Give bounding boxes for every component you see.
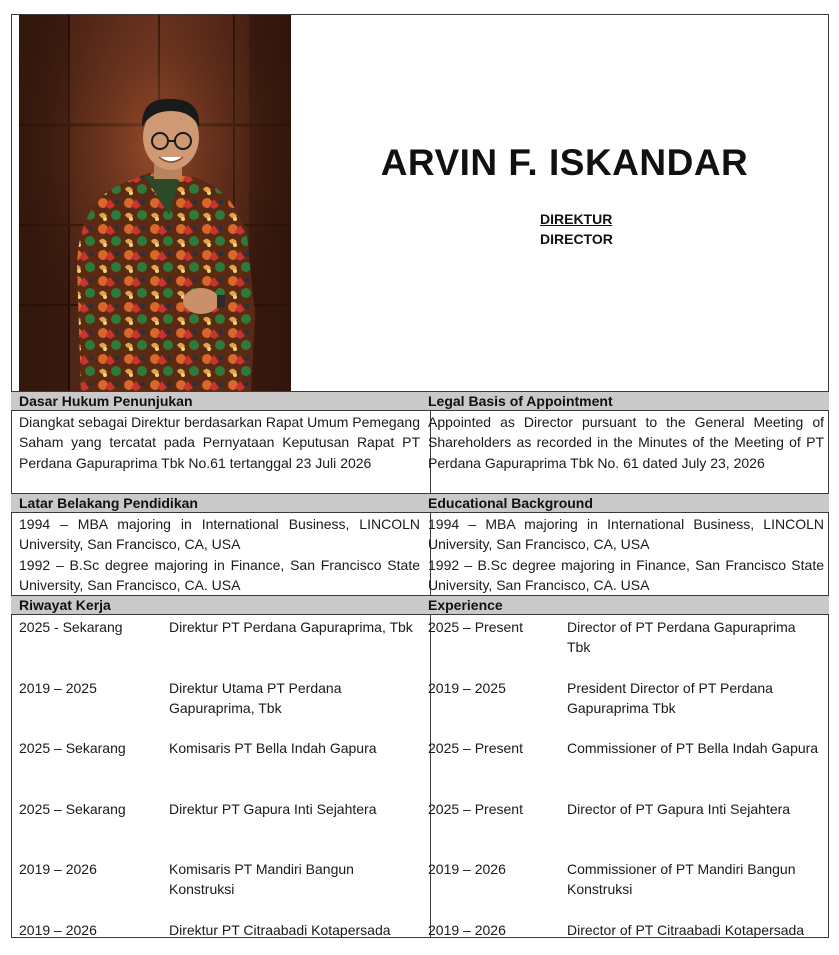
legal-text-en: Appointed as Director pursuant to the General Meeting of Shareholders as recorded in the Minutes of the Meeting of PT Perdana Gapuraprima Tbk No. 61 dated July 23, 2026 <box>428 414 824 471</box>
experience-desc-id: Direktur PT Citraabadi Kotapersada <box>169 921 391 938</box>
column-divider <box>430 391 431 938</box>
experience-desc-id: Direktur Utama PT Perdana Gapuraprima, Tbk <box>169 679 342 716</box>
education-item: 1994 – MBA majoring in International Business, LINCOLN University, San Francisco, CA, USA <box>19 516 420 553</box>
experience-desc-en: President Director of PT Perdana Gapuraprima Tbk <box>567 679 773 716</box>
experience-desc-en: Director of PT Gapura Inti Sejahtera <box>567 800 791 817</box>
experience-desc-id: Komisaris PT Bella Indah Gapura <box>169 740 377 756</box>
person-name: ARVIN F. ISKANDAR <box>380 142 749 183</box>
education-header-en: Educational Background <box>428 495 593 511</box>
experience-header-en: Experience <box>428 597 503 613</box>
experience-desc-en: Commissioner of PT Mandiri Bangun Konstruksi <box>567 861 796 897</box>
experience-desc-id: Direktur PT Gapura Inti Sejahtera <box>169 800 377 817</box>
education-list-en <box>428 514 824 595</box>
experience-year-en: 2019 – 2026 <box>428 861 506 877</box>
experience-year-id: 2019 – 2026 <box>19 861 97 877</box>
experience-header-id: Riwayat Kerja <box>19 597 111 613</box>
section-header-legal <box>11 391 829 411</box>
education-item: 1992 – B.Sc degree majoring in Finance, San Francisco State University, San Francisco, CA. USA <box>19 556 420 593</box>
profile-table <box>11 391 829 938</box>
legal-header-id: Dasar Hukum Penunjukan <box>19 393 193 409</box>
experience-year-id: 2019 – 2025 <box>19 679 97 696</box>
section-header-experience <box>11 595 829 615</box>
experience-desc-id: Direktur PT Perdana Gapuraprima, Tbk <box>169 619 413 635</box>
experience-year-en: 2025 – Present <box>428 740 523 756</box>
experience-desc-en: Director of PT Citraabadi Kotapersada <box>567 921 805 938</box>
education-item: 1994 – MBA majoring in International Business, LINCOLN University, San Francisco, CA, USA <box>428 516 824 553</box>
experience-year-en: 2019 – 2025 <box>428 679 506 696</box>
experience-year-en: 2019 – 2026 <box>428 921 506 938</box>
experience-year-id: 2025 – Sekarang <box>19 740 126 756</box>
section-header-education <box>11 493 829 513</box>
legal-header-en: Legal Basis of Appointment <box>428 393 613 409</box>
experience-desc-en: Director of PT Perdana Gapuraprima Tbk <box>567 619 796 655</box>
portrait-photo <box>19 15 291 391</box>
experience-desc-id: Komisaris PT Mandiri Bangun Konstruksi <box>169 861 354 897</box>
role-english: DIRECTOR <box>540 231 613 247</box>
experience-year-en: 2025 – Present <box>428 800 523 817</box>
experience-desc-en: Commissioner of PT Bella Indah Gapura <box>567 740 819 756</box>
experience-year-id: 2025 – Sekarang <box>19 800 126 817</box>
education-header-id: Latar Belakang Pendidikan <box>19 495 198 511</box>
experience-year-en: 2025 – Present <box>428 619 523 635</box>
education-item: 1992 – B.Sc degree majoring in Finance, San Francisco State University, San Francisco, CA. USA <box>428 556 824 593</box>
experience-year-id: 2025 - Sekarang <box>19 619 123 635</box>
legal-text-id: Diangkat sebagai Direktur berdasarkan Rapat Umum Pemegang Saham yang tercatat pada Pernyataan Keputusan Rapat PT Perdana Gapuraprima Tbk No.61 tertanggal 23 Juli 2026 <box>19 414 420 471</box>
experience-year-id: 2019 – 2026 <box>19 921 97 938</box>
role-indonesian: DIREKTUR <box>540 211 613 227</box>
education-list-id <box>19 514 420 595</box>
